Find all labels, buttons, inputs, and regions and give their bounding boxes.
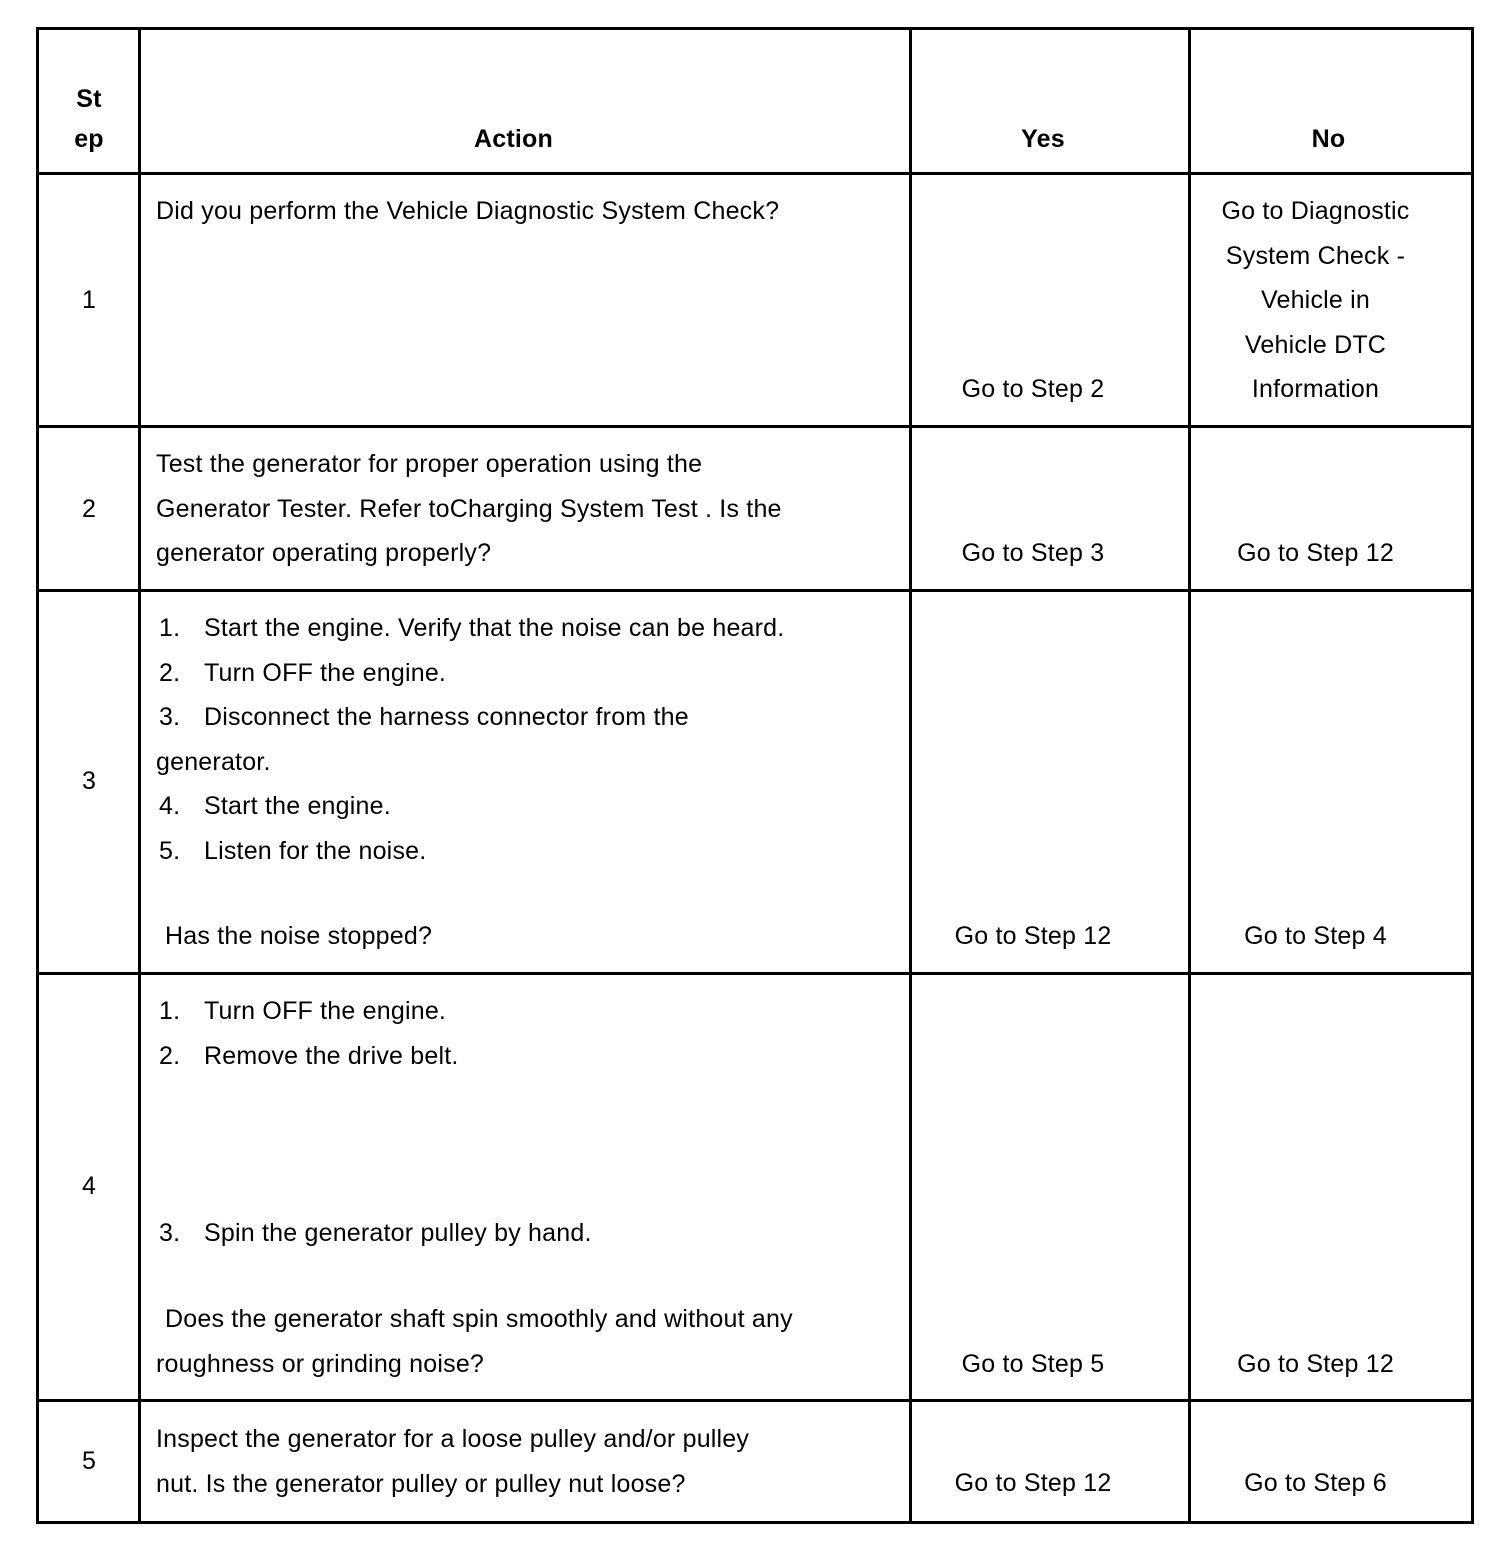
row-divider (36, 1399, 1472, 1402)
row-divider (36, 972, 1472, 975)
no-result: Go to Step 4 (1244, 922, 1387, 950)
yes-result: Go to Step 2 (961, 375, 1105, 403)
header-no: No (1311, 125, 1346, 153)
header-action: Action (474, 125, 553, 153)
no-result: Go to Step 12 (1237, 1350, 1394, 1378)
no-result: Go to Step 12 (1237, 539, 1394, 567)
no-result: Go to Step 6 (1244, 1469, 1387, 1497)
action-question: Does the generator shaft spin smoothly and without any roughness or grinding noise? (156, 1305, 793, 1378)
row-divider (36, 589, 1472, 592)
list-item: 2. Remove the drive belt. (159, 1041, 459, 1070)
list-item: 5. Listen for the noise. (159, 836, 427, 865)
action-steps (156, 989, 896, 1078)
yes-result: Go to Step 12 (954, 1469, 1112, 1497)
step-number: 2 (81, 495, 97, 523)
action-steps (156, 606, 896, 873)
step-number: 4 (81, 1172, 97, 1200)
action-text: Did you perform the Vehicle Diagnostic System Check? (156, 197, 780, 225)
list-item: 4. Start the engine. (159, 792, 391, 820)
yes-result: Go to Step 12 (954, 922, 1112, 950)
action-text: Inspect the generator for a loose pulley and/or pulley nut. Is the generator pulley or pulley nut loose? (156, 1425, 750, 1498)
diagnostic-table (36, 27, 1472, 1522)
yes-result: Go to Step 3 (961, 539, 1105, 567)
step-number: 3 (81, 767, 97, 795)
list-item: generator. (156, 747, 271, 776)
action-steps (156, 1211, 896, 1256)
list-item: 2. Turn OFF the engine. (159, 658, 447, 687)
list-item: 1. Turn OFF the engine. (159, 997, 447, 1025)
header-yes: Yes (1021, 125, 1065, 153)
column-divider (909, 27, 912, 1521)
action-text: Test the generator for proper operation using the Generator Tester. Refer toCharging System Test . Is the generator operating properly? (156, 450, 782, 567)
action-question: Has the noise stopped? (165, 922, 433, 950)
step-number: 1 (81, 286, 97, 314)
list-item: 3. Spin the generator pulley by hand. (159, 1219, 592, 1247)
list-item: 3. Disconnect the harness connector from the (159, 703, 689, 731)
list-item: 1. Start the engine. Verify that the noise can be heard. (159, 614, 785, 642)
row-divider (36, 172, 1472, 175)
row-divider (36, 425, 1472, 428)
header-step: St ep (74, 85, 104, 153)
step-number: 5 (81, 1447, 97, 1475)
no-result: Go to Diagnostic System Check - Vehicle in Vehicle DTC Information (1221, 197, 1410, 403)
yes-result: Go to Step 5 (961, 1350, 1105, 1378)
